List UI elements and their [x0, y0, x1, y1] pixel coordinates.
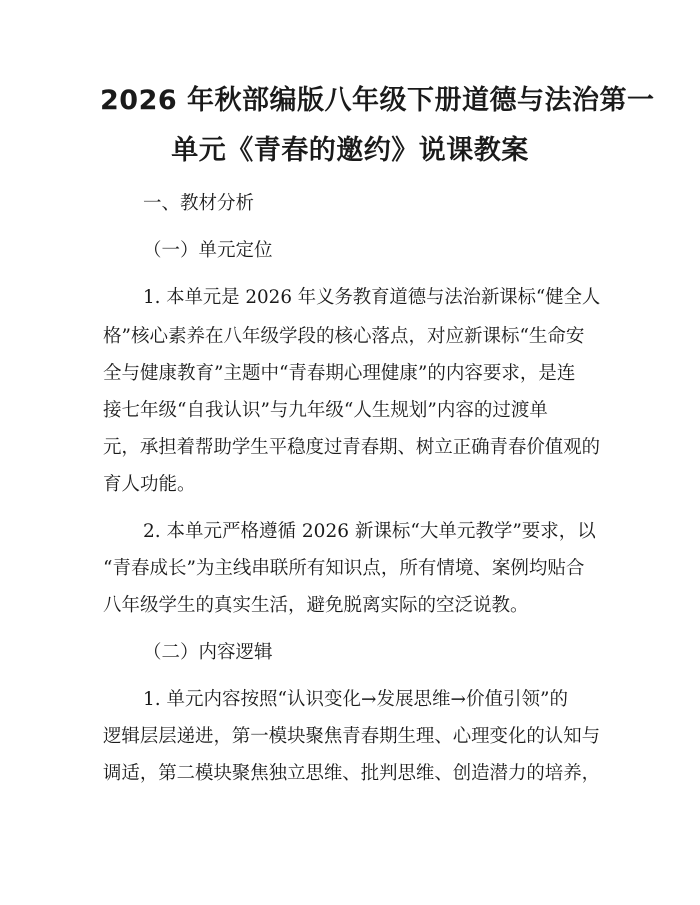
paragraph-line: 1. 单元内容按照“认识变化→发展思维→价值引领”的 [143, 689, 568, 710]
paragraph-line: 元，承担着帮助学生平稳度过青春期、树立正确青春价值观的 [103, 437, 601, 458]
paragraph-line: 逻辑层层递进，第一模块聚焦青春期生理、心理变化的认知与 [103, 726, 601, 747]
paragraph-line: 2. 本单元严格遵循 2026 新课标“大单元教学”要求，以 [143, 521, 596, 542]
subsection-heading: （二）内容逻辑 [143, 642, 273, 663]
paragraph-line: 1. 本单元是 2026 年义务教育道德与法治新课标“健全人 [143, 287, 601, 308]
paragraph-line: 接七年级“自我认识”与九年级“人生规划”内容的过渡单 [103, 400, 548, 421]
document-title-line-1: 2026 年秋部编版八年级下册道德与法治第一 [100, 85, 655, 116]
paragraph-line: 调适，第二模块聚焦独立思维、批判思维、创造潜力的培养， [103, 763, 601, 784]
document-title-line-2: 单元《青春的邀约》说课教案 [171, 135, 529, 166]
paragraph-line: 八年级学生的真实生活，避免脱离实际的空泛说教。 [103, 595, 529, 616]
paragraph-line: “青春成长”为主线串联所有知识点，所有情境、案例均贴合 [103, 558, 585, 579]
paragraph-line: 全与健康教育”主题中“青春期心理健康”的内容要求，是连 [103, 363, 576, 384]
paragraph-line: 格”核心素养在八年级学段的核心落点，对应新课标“生命安 [103, 326, 585, 347]
subsection-heading: （一）单元定位 [143, 240, 273, 261]
paragraph-line: 育人功能。 [103, 474, 196, 495]
section-heading: 一、教材分析 [143, 193, 255, 214]
